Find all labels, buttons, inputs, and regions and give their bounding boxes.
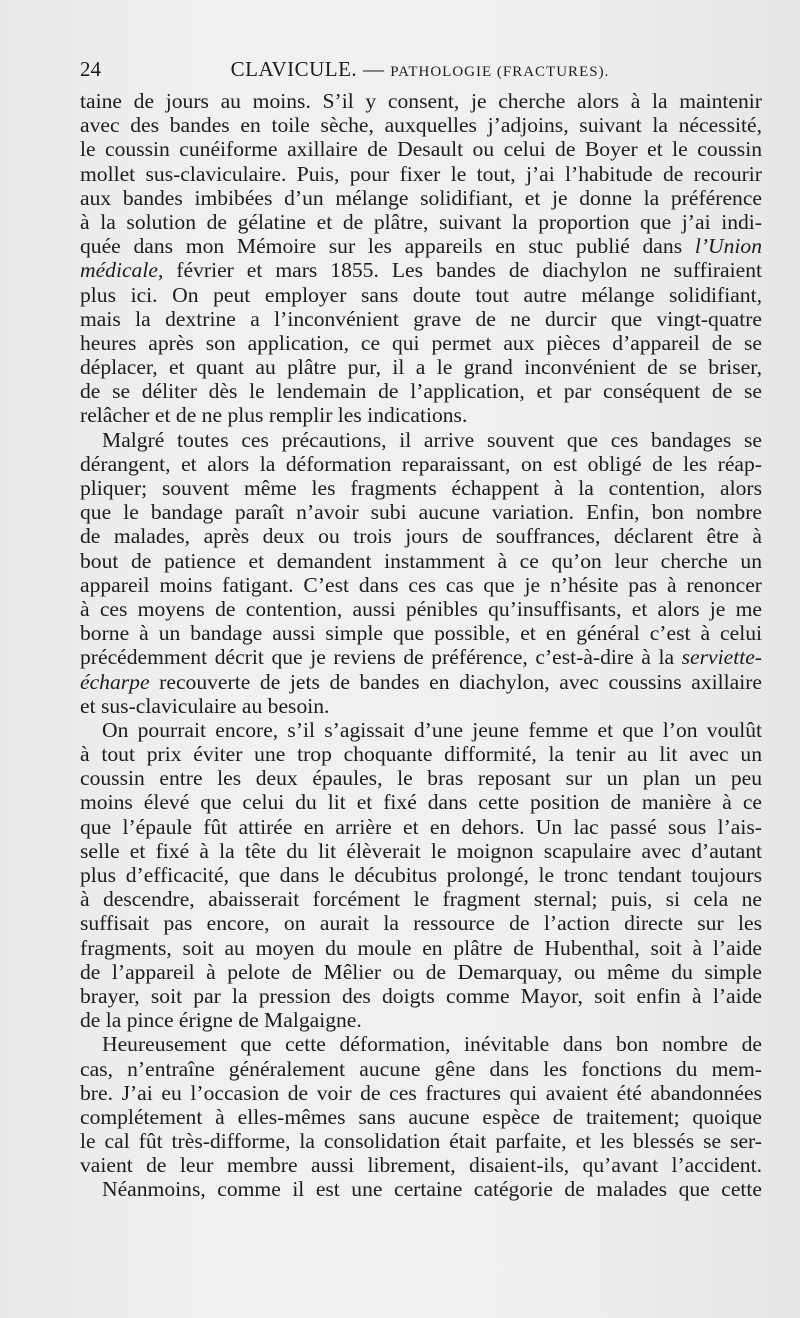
text-fragment: précédemment décrit que je reviens de préférence, c’est-à-dire à la — [80, 645, 682, 670]
italic-text: l’Union — [694, 234, 762, 259]
text-line: selle et fixé à la tête du lit élèverait le moignon scapulaire avec d’autant — [80, 838, 762, 863]
text-fragment: , février et mars 1855. Les bandes de diachylon ne suffiraient — [157, 258, 762, 283]
text-line: moins élevé que celui du lit et fixé dans cette position de manière à ce — [80, 790, 762, 815]
text-line: cas, n’entraîne généralement aucune gêne dans les fonctions du mem- — [80, 1056, 762, 1081]
text-line: de l’appareil à pelote de Mêlier ou de Demarquay, ou même du simple — [80, 959, 762, 984]
text-line: à ces moyens de contention, aussi pénibles qu’insuffisants, et alors je me — [80, 596, 762, 621]
text-line: de la pince érigne de Malgaigne. — [80, 1008, 362, 1033]
text-line: Malgré toutes ces précautions, il arrive souvent que ces bandages se — [102, 427, 762, 452]
text-line: pliquer; souvent même les fragments échappent à la contention, alors — [80, 476, 762, 500]
text-line: On pourrait encore, s’il s’agissait d’une jeune femme et que l’on voulût — [102, 717, 762, 742]
text-line: à la solution de gélatine et de plâtre, suivant la proportion que j’ai indi- — [80, 209, 762, 234]
running-title-main: CLAVICULE. — [230, 57, 358, 81]
text-line: complétement à elles-mêmes sans aucune espèce de traitement; quoique — [80, 1104, 762, 1129]
text-fragment: recouverte de jets de bandes en diachylon, avec coussins axillaire — [149, 669, 762, 694]
body-text — [80, 89, 762, 1202]
running-title-separator: — — [362, 57, 385, 81]
text-line: à tout prix éviter une trop choquante difformité, la tenir au lit avec un — [80, 742, 762, 767]
text-line — [80, 645, 762, 669]
text-line: aux bandes imbibées d’un mélange solidifiant, et je donne la préférence — [80, 185, 762, 210]
text-line: le coussin cunéiforme axillaire de Desault ou celui de Boyer et le coussin — [80, 137, 762, 162]
text-line: suffisait pas encore, on aurait la ressource de l’action directe sur les — [80, 911, 762, 936]
text-line: plus ici. On peut employer sans doute tout autre mélange solidifiant, — [80, 282, 762, 307]
text-line: à descendre, abaisserait forcément le fragment sternal; puis, si cela ne — [80, 887, 762, 912]
text-line: bre. J’ai eu l’occasion de voir de ces fractures qui avaient été abandonnées — [80, 1080, 762, 1105]
text-line: fragments, soit au moyen du moule en plâtre de Hubenthal, soit à l’aide — [80, 935, 762, 960]
text-line: relâcher et de ne plus remplir les indications. — [80, 403, 468, 428]
text-line: de malades, après deux ou trois jours de souffrances, déclarent être à — [80, 524, 762, 549]
text-line: Heureusement que cette déformation, inévitable dans bon nombre de — [102, 1032, 762, 1057]
text-line: heures après son application, ce qui permet aux pièces d’appareil de se — [80, 330, 762, 355]
running-head — [80, 56, 760, 82]
text-line: que l’épaule fût attirée en arrière et en dehors. Un lac passé sous l’ais- — [80, 814, 762, 839]
text-line: bout de patience et demandent instamment à ce qu’on leur cherche un — [80, 548, 762, 573]
text-line: coussin entre les deux épaules, le bras reposant sur un plan un peu — [80, 766, 762, 791]
text-line: déplacer, et quant au plâtre pur, il a le grand inconvénient de se briser, — [80, 355, 762, 380]
text-line — [80, 670, 762, 694]
text-line: de se déliter dès le lendemain de l’application, et par conséquent de se — [80, 379, 762, 404]
text-line: appareil moins fatigant. C’est dans ces cas que je n’hésite pas à renoncer — [80, 572, 762, 597]
text-line: brayer, soit par la pression des doigts comme Mayor, soit enfin à l’aide — [80, 983, 762, 1008]
italic-text: médicale — [80, 258, 158, 283]
page-number: 24 — [80, 57, 101, 81]
running-title — [80, 56, 760, 85]
text-fragment: quée dans mon Mémoire sur les appareils en stuc publié dans — [80, 234, 695, 259]
text-line: Néanmoins, comme il est une certaine catégorie de malades que cette — [102, 1177, 762, 1202]
text-line: que le bandage paraît n’avoir subi aucune variation. Enfin, bon nombre — [80, 500, 762, 525]
text-line: borne à un bandage aussi simple que possible, et en général c’est à celui — [80, 621, 762, 646]
text-line: avec des bandes en toile sèche, auxquelles j’adjoins, suivant la nécessité, — [80, 113, 762, 138]
italic-text: serviette- — [681, 645, 762, 670]
text-line: vaient de leur membre aussi librement, disaient-ils, qu’avant l’accident. — [80, 1153, 762, 1178]
text-line: plus d’efficacité, que dans le décubitus prolongé, le tronc tendant toujours — [80, 863, 762, 887]
text-line — [80, 234, 762, 258]
text-line: dérangent, et alors la déformation reparaissant, on est obligé de les réap- — [80, 451, 762, 476]
text-line — [80, 258, 762, 282]
text-line: mollet sus-claviculaire. Puis, pour fixer le tout, j’ai l’habitude de recourir — [80, 161, 762, 186]
text-line: mais la dextrine a l’inconvénient grave de ne durcir que vingt-quatre — [80, 306, 762, 331]
text-line: le cal fût très-difforme, la consolidation était parfaite, et les blessés se ser- — [80, 1129, 762, 1154]
italic-text: écharpe — [80, 669, 150, 694]
text-line: et sus-claviculaire au besoin. — [80, 693, 330, 718]
running-title-sub: PATHOLOGIE (FRACTURES). — [390, 64, 610, 80]
text-line: taine de jours au moins. S’il y consent, je cherche alors à la maintenir — [80, 89, 762, 113]
